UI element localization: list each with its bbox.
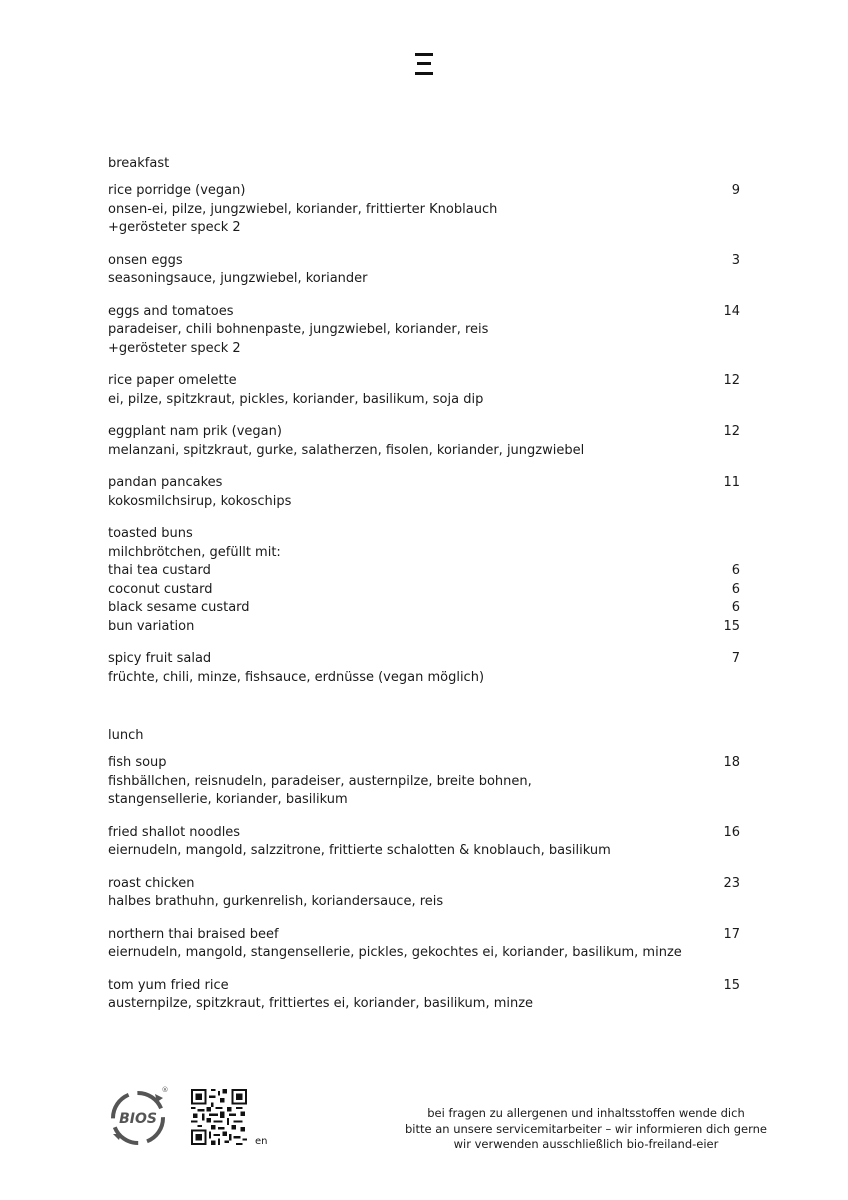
menu-item-header [108, 303, 740, 322]
menu-item-name: fish soup [108, 755, 167, 770]
menu-item-price: 23 [723, 875, 740, 891]
menu-item [108, 926, 740, 963]
menu-item-variant [108, 581, 740, 600]
menu-item-price: 12 [723, 424, 740, 439]
variant-name: coconut custard [108, 581, 213, 597]
variant-name: black sesame custard [108, 600, 250, 615]
section-title: lunch [108, 728, 144, 743]
bios-logo-text: BIOS [119, 1111, 157, 1127]
menu-item-header [108, 423, 740, 442]
variant-name: thai tea custard [108, 563, 211, 578]
menu-item-header [108, 372, 740, 391]
menu-item [108, 875, 740, 912]
menu-item-header [108, 754, 740, 773]
variant-price: 6 [731, 600, 740, 615]
menu-item-description: paradeiser, chili bohnenpaste, jungzwiebel, koriander, reis [108, 322, 489, 337]
menu-item-description: ei, pilze, spitzkraut, pickles, koriander, basilikum, soja dip [108, 391, 484, 407]
menu-item-description: melanzani, spitzkraut, gurke, salatherzen, fisolen, koriander, jungzwiebel [108, 442, 585, 458]
menu-section-breakfast [108, 155, 740, 687]
menu-item-name: northern thai braised beef [108, 926, 279, 942]
menu-item-name: rice paper omelette [108, 373, 237, 388]
menu-item-header [108, 252, 740, 271]
menu-item [108, 423, 740, 460]
variant-price: 15 [723, 618, 740, 634]
allergen-note-line: wir verwenden ausschließlich bio-freiland-eier [453, 1137, 719, 1151]
allergen-note-line: bitte an unsere servicemitarbeiter – wir informieren dich gerne [405, 1121, 767, 1136]
menu-item-price: 14 [723, 303, 740, 319]
menu-item-description: +gerösteter speck 2 [108, 220, 241, 235]
menu-item-price: 9 [731, 183, 740, 198]
menu-item-variant [108, 599, 740, 618]
menu-item-description: früchte, chili, minze, fishsauce, erdnüsse (vegan möglich) [108, 669, 485, 685]
menu-item-name: eggs and tomatoes [108, 303, 234, 319]
menu-item-header [108, 824, 740, 843]
menu-item-price [710, 525, 740, 544]
menu-section-lunch [108, 727, 740, 1014]
menu-item-price: 18 [723, 755, 740, 770]
menu-item-description: eiernudeln, mangold, stangensellerie, pickles, gekochtes ei, koriander, basilikum, minze [108, 945, 682, 960]
menu [108, 155, 740, 1014]
menu-item-header [108, 650, 740, 669]
menu-item-description: milchbrötchen, gefüllt mit: [108, 544, 281, 560]
menu-item-header [108, 474, 740, 493]
menu-item-description: seasoningsauce, jungzwiebel, koriander [108, 271, 368, 286]
menu-item [108, 824, 740, 861]
menu-item-price: 11 [723, 475, 740, 490]
menu-item [108, 303, 740, 359]
menu-item-price: 7 [731, 651, 740, 666]
menu-item-header [108, 977, 740, 996]
bios-logo [105, 1084, 171, 1148]
menu-item [108, 372, 740, 409]
menu-item-price: 3 [731, 252, 740, 268]
menu-item-price: 17 [723, 926, 740, 942]
menu-item-variant [108, 562, 740, 581]
menu-item-description: stangensellerie, koriander, basilikum [108, 792, 348, 807]
menu-item-header [108, 875, 740, 894]
menu-item-header [108, 182, 740, 201]
menu-item-description: +gerösteter speck 2 [108, 340, 241, 356]
menu-item-name: tom yum fried rice [108, 977, 229, 993]
menu-item-header [108, 926, 740, 945]
menu-item [108, 650, 740, 687]
menu-item-name: roast chicken [108, 875, 195, 891]
menu-item-price: 12 [723, 373, 740, 388]
variant-price: 6 [731, 581, 740, 597]
menu-item-price: 16 [723, 824, 740, 840]
allergen-note-line: bei fragen zu allergenen und inhaltsstoffen wende dich [427, 1106, 745, 1120]
menu-item-description: halbes brathuhn, gurkenrelish, koriandersauce, reis [108, 894, 444, 909]
menu-item-description: fishbällchen, reisnudeln, paradeiser, austernpilze, breite bohnen, [108, 773, 532, 789]
qr-language-label: en [255, 1136, 268, 1147]
section-title: breakfast [108, 156, 170, 171]
bios-registered-mark: ® [161, 1086, 169, 1094]
menu-item-description: kokosmilchsirup, kokoschips [108, 493, 292, 509]
menu-item-name: rice porridge (vegan) [108, 183, 246, 198]
variant-name: bun variation [108, 618, 195, 634]
menu-item-name: onsen eggs [108, 252, 183, 268]
restaurant-logo [415, 53, 433, 75]
menu-item-name: fried shallot noodles [108, 824, 241, 840]
variant-price: 6 [731, 563, 740, 578]
menu-item-description: onsen-ei, pilze, jungzwiebel, koriander, frittierter Knoblauch [108, 201, 498, 217]
menu-item [108, 252, 740, 289]
menu-item-name: spicy fruit salad [108, 651, 212, 666]
footer [0, 1080, 848, 1160]
menu-item-name: eggplant nam prik (vegan) [108, 424, 282, 439]
qr-code[interactable] [191, 1089, 247, 1145]
menu-item [108, 182, 740, 238]
menu-item-price: 15 [723, 977, 740, 993]
menu-item [108, 977, 740, 1014]
menu-item-name: pandan pancakes [108, 475, 223, 490]
menu-item [108, 754, 740, 810]
menu-item-header [108, 525, 740, 544]
menu-item-description: austernpilze, spitzkraut, frittiertes ei, koriander, basilikum, minze [108, 996, 534, 1011]
menu-item [108, 474, 740, 511]
menu-item-name: toasted buns [108, 526, 193, 541]
menu-item-variant [108, 618, 740, 637]
menu-item-description: eiernudeln, mangold, salzzitrone, frittierte schalotten & knoblauch, basilikum [108, 843, 611, 858]
menu-item [108, 525, 740, 636]
allergen-note [400, 1106, 772, 1153]
